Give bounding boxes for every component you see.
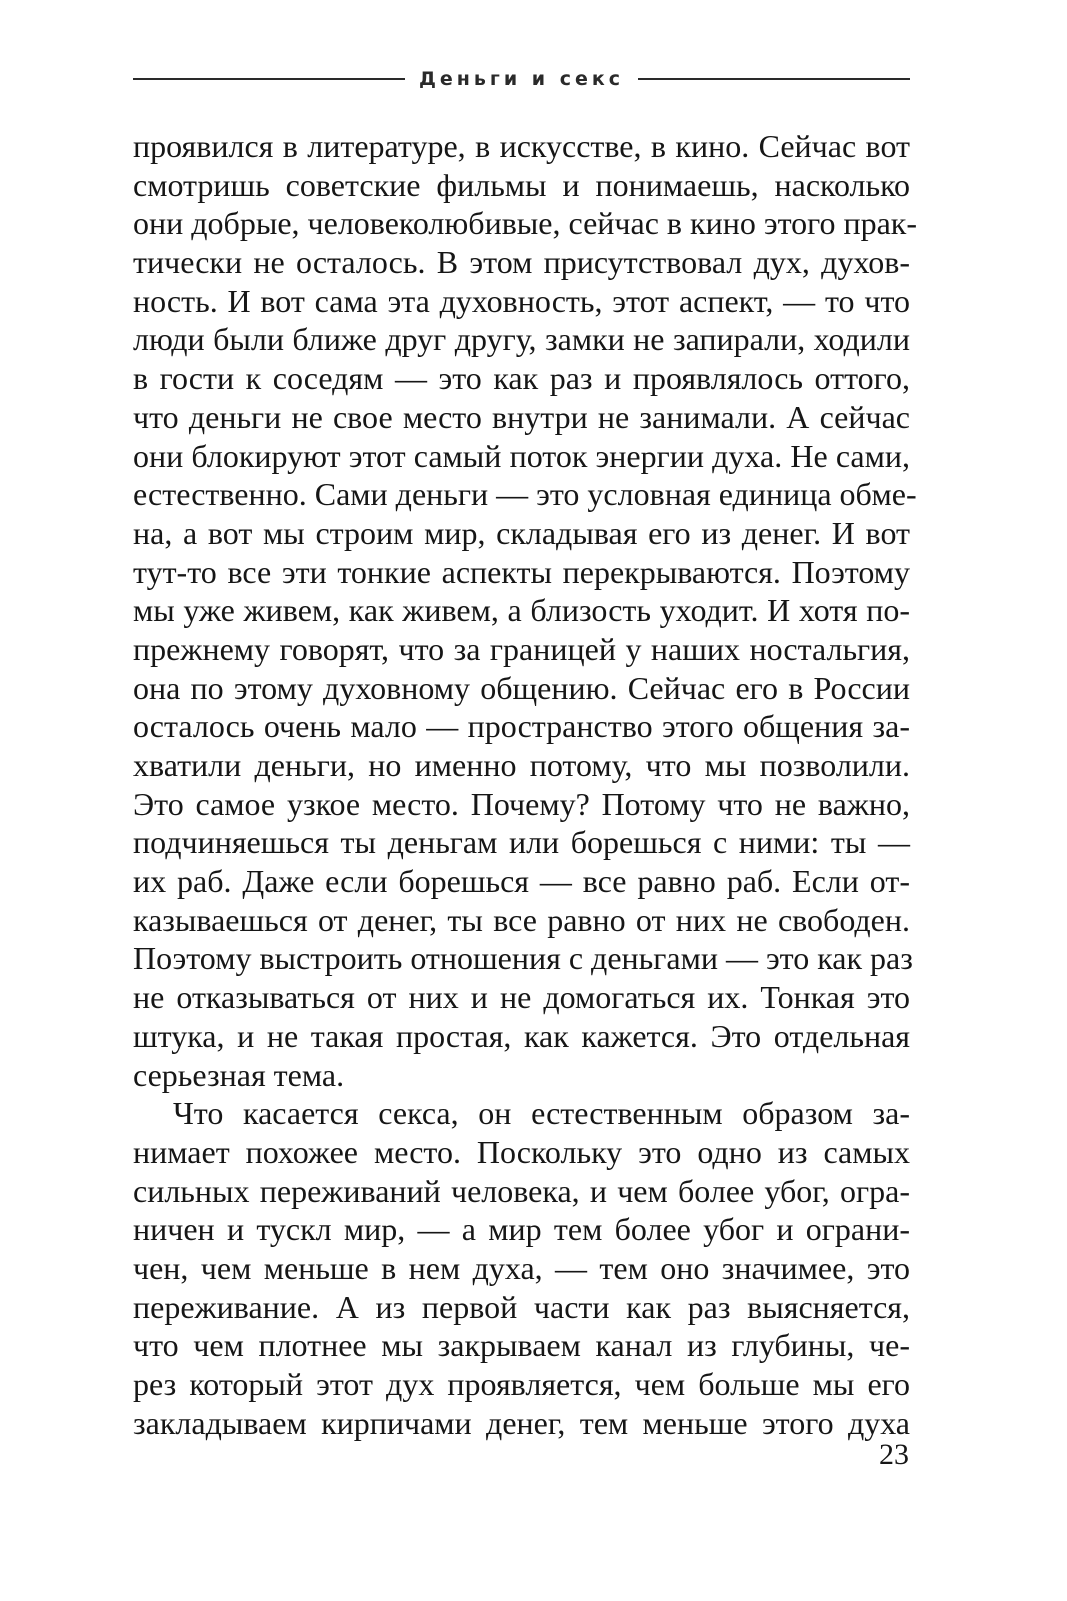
text-line: сильных переживаний человека, и чем более убог, огра- xyxy=(133,1172,910,1209)
text-line: ничен и тускл мир, — а мир тем более убог и ограни- xyxy=(133,1211,910,1248)
text-line: Это самое узкое место. Почему? Потому что не важно, xyxy=(133,785,910,822)
text-line: естественно. Сами деньги — это условная единица обме- xyxy=(133,476,917,513)
text-line: тут-то все эти тонкие аспекты перекрываются. Поэтому xyxy=(133,553,910,590)
text-line: на, а вот мы строим мир, складывая его из денег. И вот xyxy=(133,514,910,551)
text-line: в гости к соседям — это как раз и проявлялось оттого, xyxy=(133,360,910,397)
text-line: осталось очень мало — пространство этого общения за- xyxy=(133,708,910,745)
text-line: что чем плотнее мы закрываем канал из глубины, че- xyxy=(133,1327,910,1364)
text-line: смотришь советские фильмы и понимаешь, насколько xyxy=(133,166,910,203)
text-line: Что касается секса, он естественным образом за- xyxy=(173,1095,910,1132)
text-line: ность. И вот сама эта духовность, этот аспект, — то что xyxy=(133,282,910,319)
running-header-title: Деньги и секс xyxy=(418,68,625,90)
text-line: прежнему говорят, что за границей у наших ностальгия, xyxy=(133,630,910,667)
text-line: чен, чем меньше в нем духа, — тем оно значимее, это xyxy=(133,1249,910,1286)
text-line: рез который этот дух проявляется, чем больше мы его xyxy=(133,1366,910,1402)
text-line: переживание. А из первой части как раз выясняется, xyxy=(133,1288,910,1325)
text-line: тически не осталось. В этом присутствовал дух, духов- xyxy=(133,244,910,281)
text-line: хватили деньги, но именно потому, что мы позволили. xyxy=(133,747,910,783)
header-rule-left xyxy=(133,78,405,80)
text-line: штука, и не такая простая, как кажется. Это отдельная xyxy=(133,1017,910,1054)
page-number: 23 xyxy=(879,1438,909,1471)
text-line: она по этому духовному общению. Сейчас его в России xyxy=(133,669,910,706)
text-line: их раб. Даже если борешься — все равно раб. Если от- xyxy=(133,863,910,900)
text-line: нимает похожее место. Поскольку это одно из самых xyxy=(133,1133,910,1170)
text-line: подчиняешься ты деньгам или борешься с ними: ты — xyxy=(133,824,910,861)
text-line: проявился в литературе, в искусстве, в кино. Сейчас вот xyxy=(133,128,910,164)
text-line: закладываем кирпичами денег, тем меньше этого духа xyxy=(133,1404,910,1441)
text-line: люди были ближе друг другу, замки не запирали, ходили xyxy=(133,321,910,358)
text-line: серьезная тема. xyxy=(133,1056,345,1093)
text-line: они блокируют этот самый поток энергии духа. Не сами, xyxy=(133,437,910,474)
text-line: казываешься от денег, ты все равно от них не свободен. xyxy=(133,901,910,938)
header-rule-right xyxy=(638,78,910,80)
paragraph-2 xyxy=(133,1094,910,1442)
running-header xyxy=(133,64,910,94)
text-line: Поэтому выстроить отношения с деньгами — это как раз xyxy=(133,940,913,977)
text-line: мы уже живем, как живем, а близость уходит. И хотя по- xyxy=(133,592,910,629)
body-text xyxy=(133,127,917,1442)
paragraph-1 xyxy=(133,127,917,1094)
text-line: они добрые, человеколюбивые, сейчас в кино этого прак- xyxy=(133,205,917,242)
text-line: не отказываться от них и не домогаться их. Тонкая это xyxy=(133,979,910,1016)
text-line: что деньги не свое место внутри не занимали. А сейчас xyxy=(133,398,910,435)
